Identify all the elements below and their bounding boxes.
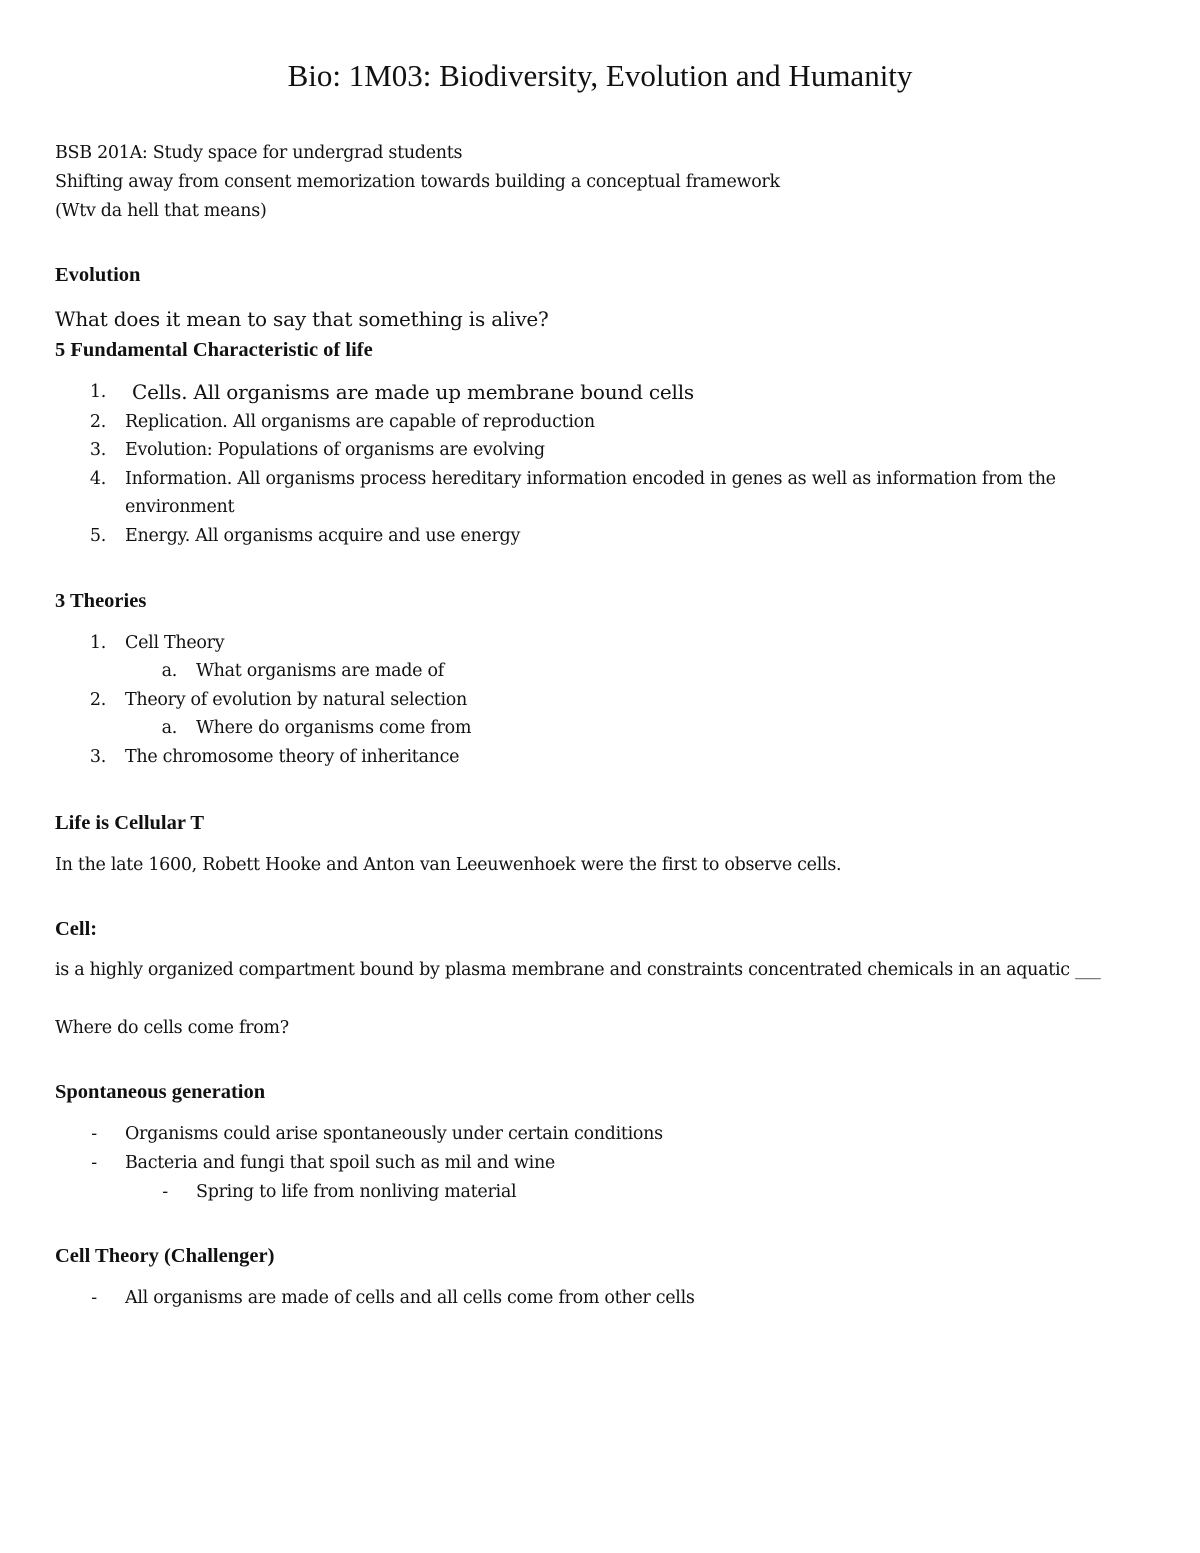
section-heading-cell: Cell: xyxy=(55,918,98,940)
bullet-item: All organisms are made of cells and all cells come from other cells xyxy=(125,1288,695,1308)
list-item: Cells. All organisms are made up membrane bound cells xyxy=(132,380,694,404)
list-marker: 1. xyxy=(89,382,106,402)
list-marker: 3. xyxy=(89,747,106,767)
sub-list-item: Where do organisms come from xyxy=(196,718,472,738)
list-item: Energy. All organisms acquire and use energy xyxy=(125,526,521,546)
list-marker: 4. xyxy=(89,469,106,489)
list-marker: 2. xyxy=(89,412,106,432)
list-item: Information. All organisms process hereditary information encoded in genes as well as information from the xyxy=(125,469,1056,489)
list-item: Evolution: Populations of organisms are evolving xyxy=(125,440,545,460)
section-heading-cell-theory: Cell Theory (Challenger) xyxy=(55,1245,275,1267)
list-item: Theory of evolution by natural selection xyxy=(125,690,468,710)
cell-definition: is a highly organized compartment bound by plasma membrane and constraints concentrated chemicals in an aquatic ___ xyxy=(55,960,1101,980)
intro-line: Shifting away from consent memorization towards building a conceptual framework xyxy=(55,172,780,192)
list-marker: 1. xyxy=(89,633,106,653)
sub-bullet-dash: - xyxy=(162,1182,168,1202)
sub-list-marker: a. xyxy=(161,661,177,681)
page-title: Bio: 1M03: Biodiversity, Evolution and Humanity xyxy=(287,58,913,93)
bullet-dash: - xyxy=(91,1288,97,1308)
intro-line: (Wtv da hell that means) xyxy=(55,201,267,221)
section-heading-spontaneous: Spontaneous generation xyxy=(55,1081,266,1103)
bullet-dash: - xyxy=(91,1153,97,1173)
list-marker: 2. xyxy=(89,690,106,710)
list-item-continuation: environment xyxy=(125,497,235,517)
list-marker: 3. xyxy=(89,440,106,460)
sub-bullet-item: Spring to life from nonliving material xyxy=(196,1182,517,1202)
bullet-item: Bacteria and fungi that spoil such as mil and wine xyxy=(125,1153,555,1173)
sub-list-item: What organisms are made of xyxy=(196,661,444,681)
list-marker: 5. xyxy=(89,526,106,546)
paragraph: In the late 1600, Robett Hooke and Anton van Leeuwenhoek were the first to observe cells. xyxy=(55,855,842,875)
list-item: Cell Theory xyxy=(125,633,225,653)
section-heading-life-cellular: Life is Cellular T xyxy=(55,812,205,834)
list-item: Replication. All organisms are capable of reproduction xyxy=(125,412,595,432)
intro-line: BSB 201A: Study space for undergrad students xyxy=(55,143,463,163)
bullet-dash: - xyxy=(91,1124,97,1144)
sub-list-marker: a. xyxy=(161,718,177,738)
evolution-question: What does it mean to say that something is alive? xyxy=(55,307,549,331)
cell-question: Where do cells come from? xyxy=(55,1018,289,1038)
bullet-item: Organisms could arise spontaneously under certain conditions xyxy=(125,1124,663,1144)
subheading-characteristics: 5 Fundamental Characteristic of life xyxy=(55,339,373,361)
list-item: The chromosome theory of inheritance xyxy=(125,747,460,767)
section-heading-theories: 3 Theories xyxy=(55,590,147,612)
section-heading-evolution: Evolution xyxy=(55,264,141,286)
